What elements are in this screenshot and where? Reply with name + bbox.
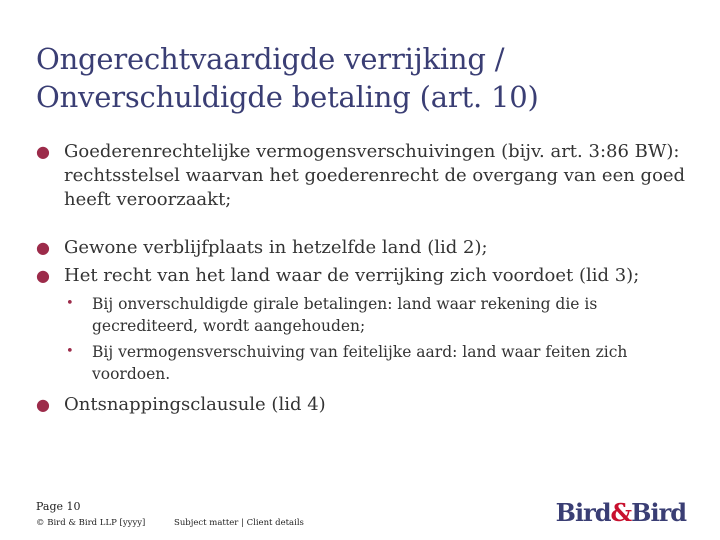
logo-ampersand: & [610,498,632,527]
bullet-text: Het recht van het land waar de verrijking zich voordoet (lid 3); [64,265,640,286]
sub-bullet-text: Bij onverschuldigde girale betalingen: land waar rekening die is gecrediteerd, wordt aangehouden; [92,295,598,335]
sub-bullet-marker: • [66,344,74,359]
copyright-notice: © Bird & Bird LLP [yyyy] [36,518,146,528]
logo-word-1: Bird [555,498,611,527]
bullet-marker: ● [36,395,50,414]
sub-bullet-marker: • [66,296,74,311]
sub-bullet-item-1 [36,293,686,337]
bullet-marker: ● [36,266,50,285]
bullet-item-2 [36,236,686,260]
bullet-text: Gewone verblijfplaats in hetzelfde land (lid 2); [64,237,488,258]
slide-title-line-2: Onverschuldigde betaling (art. 10) [36,80,539,114]
slide-content [36,140,686,417]
bullet-item-3 [36,264,686,288]
subject-client-details: Subject matter | Client details [174,518,304,528]
bullet-item-4 [36,393,686,417]
bullet-text: Goederenrechtelijke vermogensverschuivingen (bijv. art. 3:86 BW): rechtsstelsel waarvan het goederenrecht de overgang van een goed heeft veroorzaakt; [64,141,686,210]
bullet-text: Ontsnappingsclausule (lid 4) [64,394,326,415]
logo-word-2: Bird [631,498,686,527]
bullet-marker: ● [36,142,50,161]
slide-title [36,40,696,116]
page-number: Page 10 [36,500,81,513]
bullet-item-1 [36,140,686,212]
slide-title-line-1: Ongerechtvaardigde verrijking / [36,42,505,76]
bird-and-bird-logo [556,498,686,527]
sub-bullet-text: Bij vermogensverschuiving van feitelijke aard: land waar feiten zich voordoen. [92,343,628,383]
bullet-marker: ● [36,238,50,257]
sub-bullet-item-2 [36,341,686,385]
